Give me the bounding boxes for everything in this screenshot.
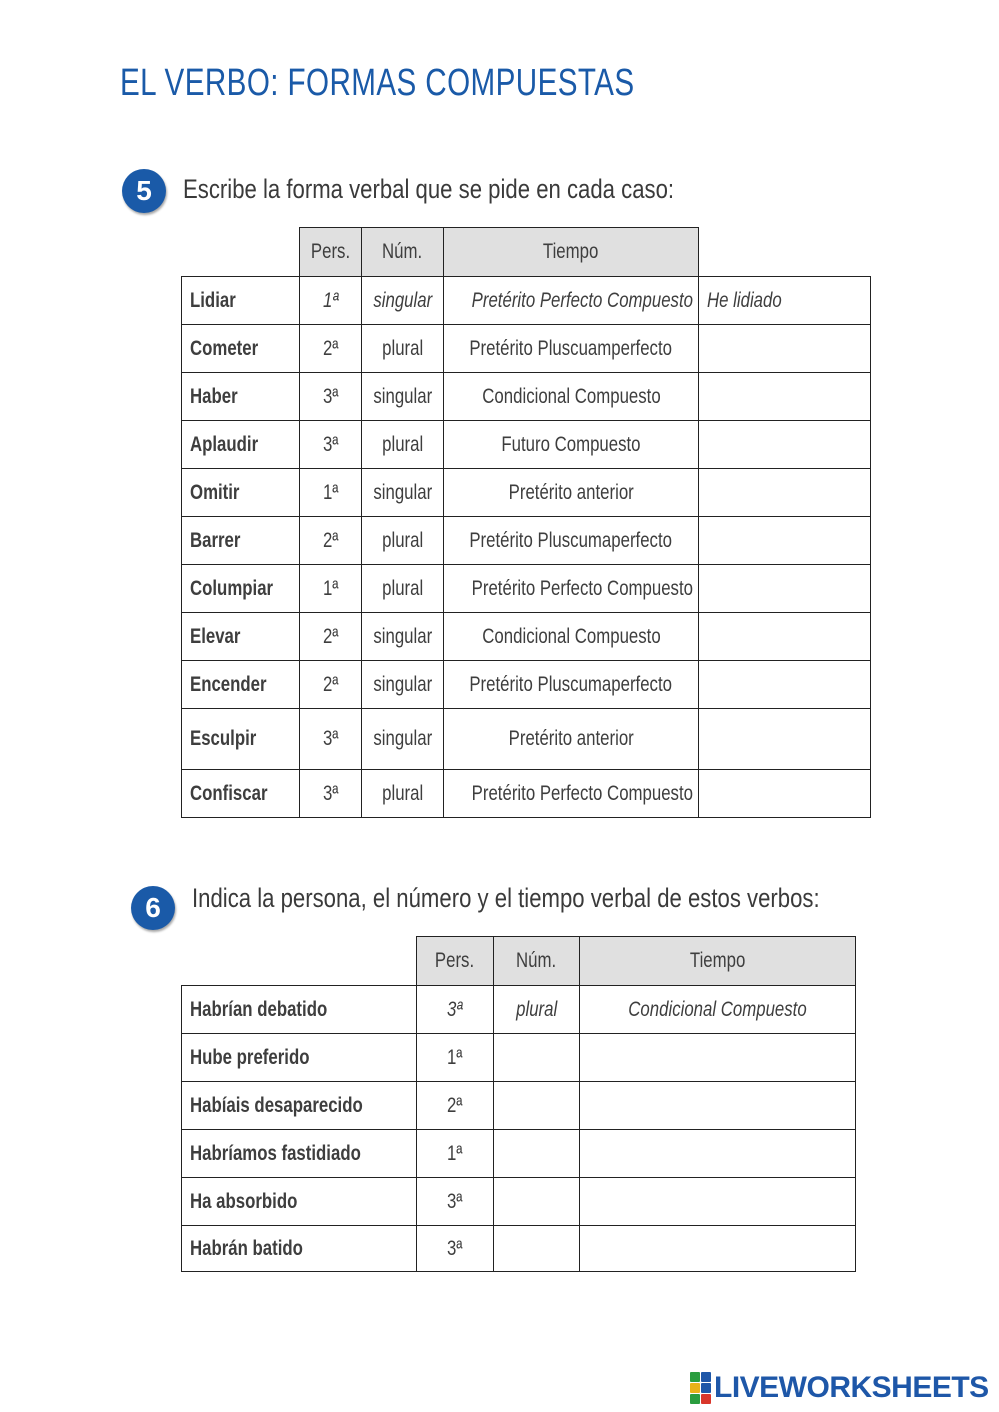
verb-cell bbox=[182, 469, 300, 517]
page-title: EL VERBO: FORMAS COMPUESTAS bbox=[120, 62, 635, 104]
num-cell-text: plural bbox=[515, 997, 558, 1021]
tiempo-cell bbox=[444, 373, 699, 421]
pers-cell bbox=[300, 565, 362, 613]
pers-cell bbox=[300, 469, 362, 517]
table-row bbox=[182, 613, 871, 661]
table-row bbox=[182, 709, 871, 770]
num-cell bbox=[362, 661, 444, 709]
header-pers: Pers. bbox=[300, 228, 362, 277]
tiempo-cell-text: Pretérito Perfecto Compuesto bbox=[471, 781, 693, 805]
tiempo-cell bbox=[444, 613, 699, 661]
header-num: Núm. bbox=[494, 937, 580, 986]
verb-cell bbox=[182, 1226, 417, 1272]
logo-text: LIVEWORKSHEETS bbox=[714, 1371, 989, 1404]
num-cell bbox=[494, 986, 580, 1034]
pers-cell-text: 3ª bbox=[322, 781, 339, 805]
tiempo-cell[interactable] bbox=[580, 1034, 856, 1082]
tiempo-cell bbox=[444, 469, 699, 517]
tiempo-cell-text: Futuro Compuesto bbox=[501, 432, 641, 456]
header-pers: Pers. bbox=[417, 937, 494, 986]
num-cell bbox=[362, 770, 444, 818]
table-row bbox=[182, 1034, 856, 1082]
num-cell-text: plural bbox=[381, 576, 424, 600]
tiempo-cell-text: Pretérito Pluscumaperfecto bbox=[469, 528, 673, 552]
liveworksheets-logo bbox=[690, 1371, 989, 1405]
num-cell bbox=[362, 469, 444, 517]
tiempo-cell[interactable] bbox=[580, 1130, 856, 1178]
table-row bbox=[182, 1130, 856, 1178]
pers-cell-text: 1ª bbox=[447, 1045, 463, 1069]
answer-cell[interactable] bbox=[699, 325, 871, 373]
pers-cell-text: 2ª bbox=[322, 528, 339, 552]
pers-cell bbox=[300, 709, 362, 770]
verb-cell bbox=[182, 421, 300, 469]
verb-cell-text: Habríamos fastidiado bbox=[190, 1141, 361, 1165]
num-cell-text: singular bbox=[373, 672, 432, 696]
num-cell[interactable] bbox=[494, 1226, 580, 1272]
tiempo-cell bbox=[444, 325, 699, 373]
tiempo-cell-text: Condicional Compuesto bbox=[481, 624, 661, 648]
verb-cell-text: Habíais desaparecido bbox=[190, 1093, 363, 1117]
pers-cell bbox=[417, 1178, 494, 1226]
verb-cell-text: Encender bbox=[190, 672, 267, 696]
tiempo-cell-text: Pretérito Pluscumaperfecto bbox=[469, 672, 673, 696]
pers-cell-text: 2ª bbox=[322, 624, 339, 648]
num-cell-text: plural bbox=[381, 336, 424, 360]
table-row bbox=[182, 277, 871, 325]
verb-cell-text: Haber bbox=[190, 384, 238, 408]
verb-cell-text: Habrían debatido bbox=[190, 997, 328, 1021]
blank-header bbox=[699, 228, 871, 277]
tiempo-cell-text: Condicional Compuesto bbox=[628, 997, 807, 1021]
num-cell bbox=[362, 277, 444, 325]
exercise-6-rows bbox=[182, 986, 856, 1272]
pers-cell-text: 2ª bbox=[447, 1093, 463, 1117]
verb-cell bbox=[182, 661, 300, 709]
tiempo-cell bbox=[444, 421, 699, 469]
answer-cell[interactable] bbox=[699, 613, 871, 661]
verb-cell-text: Barrer bbox=[190, 528, 241, 552]
tiempo-cell[interactable] bbox=[580, 1226, 856, 1272]
pers-cell bbox=[300, 613, 362, 661]
exercise-5-rows bbox=[182, 277, 871, 818]
num-cell[interactable] bbox=[494, 1178, 580, 1226]
num-cell bbox=[362, 325, 444, 373]
num-cell-text: plural bbox=[381, 528, 424, 552]
num-cell-text: singular bbox=[373, 480, 432, 504]
verb-cell bbox=[182, 1082, 417, 1130]
logo-mark-icon bbox=[690, 1372, 711, 1404]
verb-cell bbox=[182, 373, 300, 421]
verb-cell-text: Elevar bbox=[190, 624, 241, 648]
exercise-6-instruction: Indica la persona, el número y el tiempo verbal de estos verbos: bbox=[192, 883, 820, 913]
table-row bbox=[182, 373, 871, 421]
exercise-6-table bbox=[181, 936, 856, 1272]
pers-cell-text: 1ª bbox=[322, 288, 339, 312]
num-cell bbox=[362, 517, 444, 565]
pers-cell bbox=[417, 986, 494, 1034]
answer-cell[interactable] bbox=[699, 565, 871, 613]
tiempo-cell bbox=[444, 277, 699, 325]
num-cell[interactable] bbox=[494, 1034, 580, 1082]
tiempo-cell bbox=[444, 661, 699, 709]
verb-cell bbox=[182, 1178, 417, 1226]
tiempo-cell-text: Condicional Compuesto bbox=[481, 384, 661, 408]
tiempo-cell-text: Pretérito Perfecto Compuesto bbox=[471, 288, 693, 312]
num-cell bbox=[362, 613, 444, 661]
exercise-5-table bbox=[181, 227, 871, 818]
num-cell bbox=[362, 565, 444, 613]
blank-header bbox=[182, 937, 417, 986]
table-row bbox=[182, 986, 856, 1034]
num-cell bbox=[362, 709, 444, 770]
num-cell-text: singular bbox=[373, 624, 432, 648]
tiempo-cell-text: Pretérito anterior bbox=[508, 727, 634, 750]
verb-cell-text: Cometer bbox=[190, 336, 259, 360]
table-row bbox=[182, 325, 871, 373]
verb-cell bbox=[182, 770, 300, 818]
table-row bbox=[182, 565, 871, 613]
tiempo-cell-text: Pretérito anterior bbox=[508, 480, 634, 504]
answer-cell-text: He lidiado bbox=[707, 288, 782, 312]
pers-cell bbox=[300, 421, 362, 469]
verb-cell bbox=[182, 277, 300, 325]
verb-cell bbox=[182, 1130, 417, 1178]
verb-cell-text: Habrán batido bbox=[190, 1236, 303, 1260]
answer-cell[interactable] bbox=[699, 709, 871, 770]
verb-cell bbox=[182, 565, 300, 613]
tiempo-cell[interactable] bbox=[580, 1082, 856, 1130]
verb-cell-text: Aplaudir bbox=[190, 432, 259, 456]
num-cell[interactable] bbox=[494, 1130, 580, 1178]
exercise-6-badge: 6 bbox=[131, 886, 175, 930]
tiempo-cell bbox=[444, 565, 699, 613]
pers-cell-text: 3ª bbox=[322, 727, 339, 750]
pers-cell bbox=[417, 1226, 494, 1272]
num-cell bbox=[362, 421, 444, 469]
tiempo-cell[interactable] bbox=[580, 1178, 856, 1226]
pers-cell bbox=[300, 661, 362, 709]
pers-cell-text: 3ª bbox=[447, 997, 463, 1021]
tiempo-cell bbox=[444, 709, 699, 770]
verb-cell-text: Confiscar bbox=[190, 781, 268, 805]
pers-cell bbox=[417, 1130, 494, 1178]
pers-cell-text: 3ª bbox=[322, 432, 339, 456]
verb-cell bbox=[182, 709, 300, 770]
num-cell-text: singular bbox=[373, 727, 432, 750]
answer-cell[interactable] bbox=[699, 421, 871, 469]
pers-cell-text: 1ª bbox=[322, 480, 339, 504]
verb-cell-text: Hube preferido bbox=[190, 1045, 310, 1069]
tiempo-cell bbox=[444, 517, 699, 565]
verb-cell bbox=[182, 1034, 417, 1082]
num-cell-text: singular bbox=[373, 384, 432, 408]
num-cell bbox=[362, 373, 444, 421]
pers-cell bbox=[300, 277, 362, 325]
pers-cell bbox=[300, 770, 362, 818]
header-num: Núm. bbox=[362, 228, 444, 277]
verb-cell bbox=[182, 517, 300, 565]
tiempo-cell bbox=[580, 986, 856, 1034]
answer-cell[interactable] bbox=[699, 661, 871, 709]
answer-cell[interactable] bbox=[699, 469, 871, 517]
table-row bbox=[182, 517, 871, 565]
verb-cell-text: Lidiar bbox=[190, 288, 236, 312]
exercise-5-instruction: Escribe la forma verbal que se pide en cada caso: bbox=[183, 174, 675, 204]
table-row bbox=[182, 770, 871, 818]
exercise-5-badge: 5 bbox=[122, 169, 166, 213]
blank-header bbox=[182, 228, 300, 277]
answer-cell bbox=[699, 277, 871, 325]
table-row bbox=[182, 1226, 856, 1272]
verb-cell bbox=[182, 325, 300, 373]
pers-cell bbox=[300, 373, 362, 421]
pers-cell-text: 1ª bbox=[322, 576, 339, 600]
pers-cell bbox=[417, 1082, 494, 1130]
answer-cell[interactable] bbox=[699, 770, 871, 818]
pers-cell-text: 2ª bbox=[322, 336, 339, 360]
verb-cell-text: Columpiar bbox=[190, 576, 274, 600]
pers-cell bbox=[300, 517, 362, 565]
table-row bbox=[182, 1082, 856, 1130]
tiempo-cell bbox=[444, 770, 699, 818]
verb-cell bbox=[182, 986, 417, 1034]
tiempo-cell-text: Pretérito Perfecto Compuesto bbox=[471, 576, 693, 600]
table-row bbox=[182, 661, 871, 709]
pers-cell-text: 3ª bbox=[447, 1189, 463, 1213]
num-cell-text: plural bbox=[381, 781, 424, 805]
num-cell[interactable] bbox=[494, 1082, 580, 1130]
verb-cell bbox=[182, 613, 300, 661]
tiempo-cell-text: Pretérito Pluscuamperfecto bbox=[469, 336, 673, 360]
verb-cell-text: Ha absorbido bbox=[190, 1189, 298, 1213]
table-row bbox=[182, 469, 871, 517]
pers-cell bbox=[417, 1034, 494, 1082]
pers-cell bbox=[300, 325, 362, 373]
pers-cell-text: 3ª bbox=[322, 384, 339, 408]
table-row bbox=[182, 1178, 856, 1226]
pers-cell-text: 2ª bbox=[322, 672, 339, 696]
answer-cell[interactable] bbox=[699, 517, 871, 565]
table-row bbox=[182, 421, 871, 469]
header-tiempo: Tiempo bbox=[580, 937, 856, 986]
verb-cell-text: Esculpir bbox=[190, 727, 257, 750]
num-cell-text: plural bbox=[381, 432, 424, 456]
header-tiempo: Tiempo bbox=[444, 228, 699, 277]
pers-cell-text: 3ª bbox=[447, 1236, 463, 1260]
num-cell-text: singular bbox=[373, 288, 432, 312]
answer-cell[interactable] bbox=[699, 373, 871, 421]
verb-cell-text: Omitir bbox=[190, 480, 240, 504]
pers-cell-text: 1ª bbox=[447, 1141, 463, 1165]
